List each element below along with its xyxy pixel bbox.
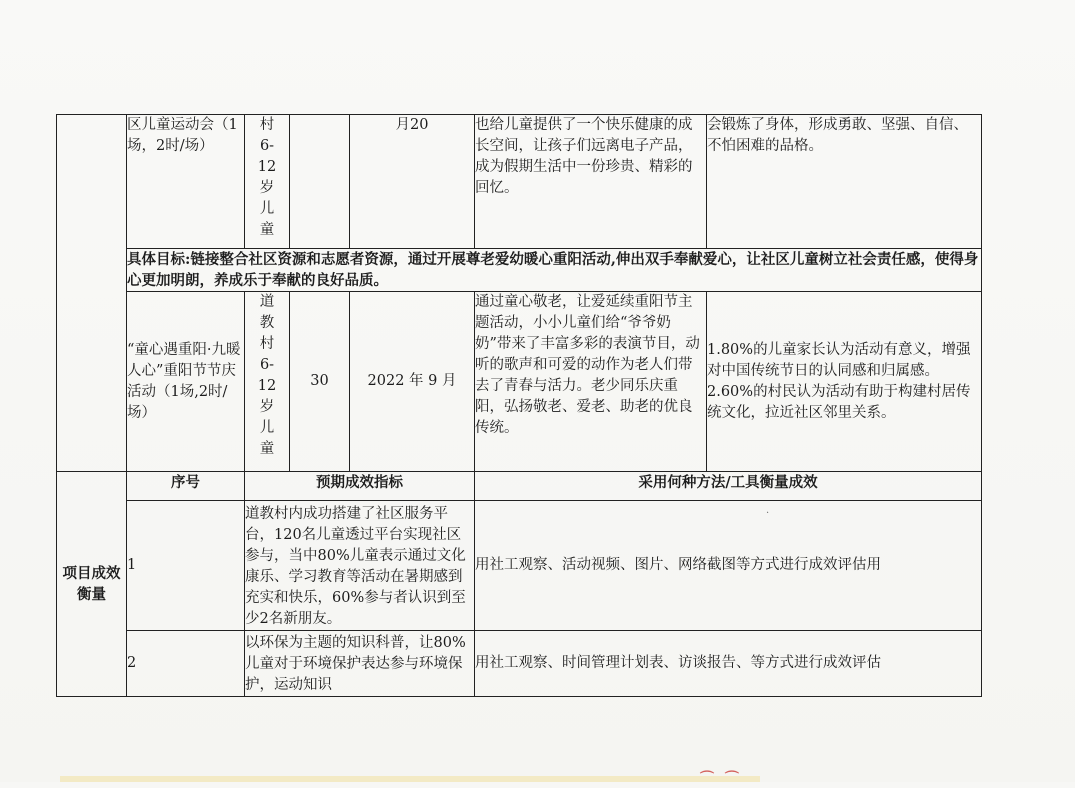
activity-date: 2022 年 9 月 [350, 292, 475, 472]
activity-description: 也给儿童提供了一个快乐健康的成长空间，让孩子们远离电子产品，成为假期生活中一份珍贵、精彩的回忆。 [475, 115, 707, 249]
outcome-header-method: 采用何种方法/工具衡量成效 [475, 472, 982, 501]
activity-row-sports-meet [57, 115, 982, 249]
goal-row [57, 249, 982, 292]
page-bottom-band [60, 776, 760, 782]
activity-result: 会锻炼了身体，形成勇敢、坚强、自信、不怕困难的品格。 [707, 115, 982, 249]
outcome-header-indicator: 预期成效指标 [245, 472, 475, 501]
activity-row-chongyang [57, 292, 982, 472]
outcome-row [57, 501, 982, 631]
activity-result: 1.80%的儿童家长认为活动有意义，增强对中国传统节日的认同感和归属感。2.60%的村民认为活动有助于构建村居传统文化，拉近社区邻里关系。 [707, 292, 982, 472]
outcome-method: 用社工观察、时间管理计划表、访谈报告、等方式进行成效评估 [475, 631, 982, 697]
outcome-indicator: 以环保为主题的知识科普，让80%儿童对于环境保护表达参与环境保护，运动知识 [245, 631, 475, 697]
activity-name: 区儿童运动会（1场，2时/场） [127, 115, 245, 249]
left-margin-cell [57, 115, 127, 472]
activity-target: 村 6- 12 岁 儿 童 [245, 115, 290, 249]
activity-description: 通过童心敬老，让爱延续重阳节主题活动，小小儿童们给“爷爷奶奶”带来了丰富多彩的表演节目，动听的歌声和可爱的动作为老人们带去了青春与活力。老少同乐庆重阳，弘扬敬老、爱老、助老的优良传统。 [475, 292, 707, 472]
outcome-header-row [57, 472, 982, 501]
outcome-indicator: 道教村内成功搭建了社区服务平台，120名儿童透过平台实现社区参与，当中80%儿童表示通过文化康乐、学习教育等活动在暑期感到充实和快乐，60%参与者认识到至少2名新朋友。 [245, 501, 475, 631]
outcome-index: 1 [127, 501, 245, 631]
scan-speck: · [766, 508, 770, 519]
specific-goal-text: 具体目标:链接整合社区资源和志愿者资源，通过开展尊老爱幼暖心重阳活动,伸出双手奉献爱心，让社区儿童树立社会责任感，使得身心更加明朗，养成乐于奉献的良好品质。 [127, 249, 982, 292]
red-stamp-mark: ⌒ ⌒ [700, 771, 742, 787]
activity-count [290, 115, 350, 249]
activity-name: “童心遇重阳·九暖人心”重阳节节庆活动（1场,2时/场） [127, 292, 245, 472]
activity-date: 月20 [350, 115, 475, 249]
outcome-method: 用社工观察、活动视频、图片、网络截图等方式进行成效评估用 [475, 501, 982, 631]
activity-table [56, 114, 982, 697]
outcome-section-label: 项目成效衡量 [57, 472, 127, 697]
outcome-index: 2 [127, 631, 245, 697]
activity-target: 道 教 村 6- 12 岁 儿 童 [245, 292, 290, 472]
outcome-row [57, 631, 982, 697]
outcome-header-index: 序号 [127, 472, 245, 501]
activity-count: 30 [290, 292, 350, 472]
